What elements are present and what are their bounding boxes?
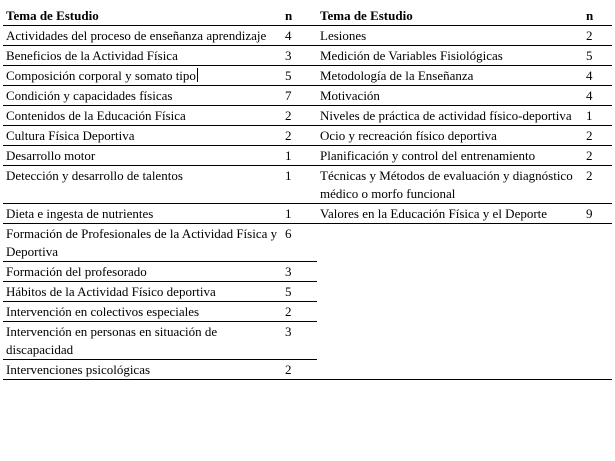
table-row — [3, 106, 612, 126]
topic-left-cell: Detección y desarrollo de talentos — [3, 166, 281, 204]
n-right-cell — [576, 282, 612, 302]
topic-right-cell: Ocio y recreación físico deportiva — [317, 126, 576, 146]
topic-right-cell: Niveles de práctica de actividad físico-deportiva — [317, 106, 576, 126]
header-topic-right: Tema de Estudio — [317, 7, 576, 26]
table-row — [3, 204, 612, 224]
n-left-cell: 5 — [281, 66, 317, 86]
header-topic-left: Tema de Estudio — [3, 7, 281, 26]
n-right-cell — [576, 322, 612, 360]
n-right-cell — [576, 262, 612, 282]
header-n-right: n — [576, 7, 612, 26]
table-row — [3, 66, 612, 86]
n-right-cell: 9 — [576, 204, 612, 224]
topic-left-cell: Desarrollo motor — [3, 146, 281, 166]
n-left-cell: 5 — [281, 282, 317, 302]
topic-right-cell: Valores en la Educación Física y el Deporte — [317, 204, 576, 224]
n-left-cell: 3 — [281, 46, 317, 66]
n-left-cell: 4 — [281, 26, 317, 46]
n-left-cell: 1 — [281, 204, 317, 224]
study-topics-table — [3, 7, 612, 380]
topic-right-cell — [317, 282, 576, 302]
topic-left-cell: Hábitos de la Actividad Físico deportiva — [3, 282, 281, 302]
n-left-cell: 6 — [281, 224, 317, 262]
topic-right-cell: Planificación y control del entrenamiento — [317, 146, 576, 166]
n-left-cell: 3 — [281, 262, 317, 282]
topic-left-cell: Contenidos de la Educación Física — [3, 106, 281, 126]
n-left-cell: 7 — [281, 86, 317, 106]
n-right-cell — [576, 302, 612, 322]
n-left-cell: 1 — [281, 146, 317, 166]
topic-left-cell: Intervenciones psicológicas — [3, 360, 281, 380]
topic-right-cell: Metodología de la Enseñanza — [317, 66, 576, 86]
topic-right-cell — [317, 302, 576, 322]
topic-right-cell: Motivación — [317, 86, 576, 106]
table-row — [3, 86, 612, 106]
table-row — [3, 262, 612, 282]
topic-right-cell — [317, 224, 576, 262]
n-right-cell: 1 — [576, 106, 612, 126]
n-left-cell: 2 — [281, 302, 317, 322]
n-left-cell: 2 — [281, 106, 317, 126]
topic-left-cell: Condición y capacidades físicas — [3, 86, 281, 106]
table-row — [3, 166, 612, 204]
table-row — [3, 126, 612, 146]
topic-left-cell: Cultura Física Deportiva — [3, 126, 281, 146]
n-right-cell: 2 — [576, 126, 612, 146]
n-right-cell — [576, 224, 612, 262]
table-row — [3, 146, 612, 166]
topic-left-cell: Beneficios de la Actividad Física — [3, 46, 281, 66]
topic-right-cell: Lesiones — [317, 26, 576, 46]
table-row — [3, 26, 612, 46]
table-row — [3, 46, 612, 66]
n-right-cell: 4 — [576, 86, 612, 106]
topic-right-cell — [317, 322, 576, 360]
table-row — [3, 322, 612, 360]
topic-right-cell — [317, 360, 576, 380]
table-header-row — [3, 7, 612, 26]
table-row — [3, 224, 612, 262]
topic-left-cell[interactable] — [3, 66, 281, 86]
topic-right-cell: Medición de Variables Fisiológicas — [317, 46, 576, 66]
n-left-cell: 1 — [281, 166, 317, 204]
topic-right-cell — [317, 262, 576, 282]
topic-left-cell: Actividades del proceso de enseñanza aprendizaje — [3, 26, 281, 46]
topic-left-cell: Intervención en colectivos especiales — [3, 302, 281, 322]
topic-left-cell: Intervención en personas en situación de discapacidad — [3, 322, 281, 360]
text-cursor — [197, 68, 198, 82]
n-right-cell: 2 — [576, 166, 612, 204]
table-row — [3, 282, 612, 302]
n-left-cell: 3 — [281, 322, 317, 360]
n-right-cell: 2 — [576, 26, 612, 46]
n-right-cell: 4 — [576, 66, 612, 86]
n-right-cell: 5 — [576, 46, 612, 66]
table-row — [3, 360, 612, 380]
topic-right-cell: Técnicas y Métodos de evaluación y diagnóstico médico o morfo funcional — [317, 166, 576, 204]
topic-left-cell: Formación de Profesionales de la Actividad Física y Deportiva — [3, 224, 281, 262]
topic-left-text: Composición corporal y somato tipo — [6, 68, 196, 83]
topic-left-cell: Formación del profesorado — [3, 262, 281, 282]
table-row — [3, 302, 612, 322]
n-right-cell: 2 — [576, 146, 612, 166]
n-left-cell: 2 — [281, 360, 317, 380]
topic-left-cell: Dieta e ingesta de nutrientes — [3, 204, 281, 224]
header-n-left: n — [281, 7, 317, 26]
n-right-cell — [576, 360, 612, 380]
n-left-cell: 2 — [281, 126, 317, 146]
